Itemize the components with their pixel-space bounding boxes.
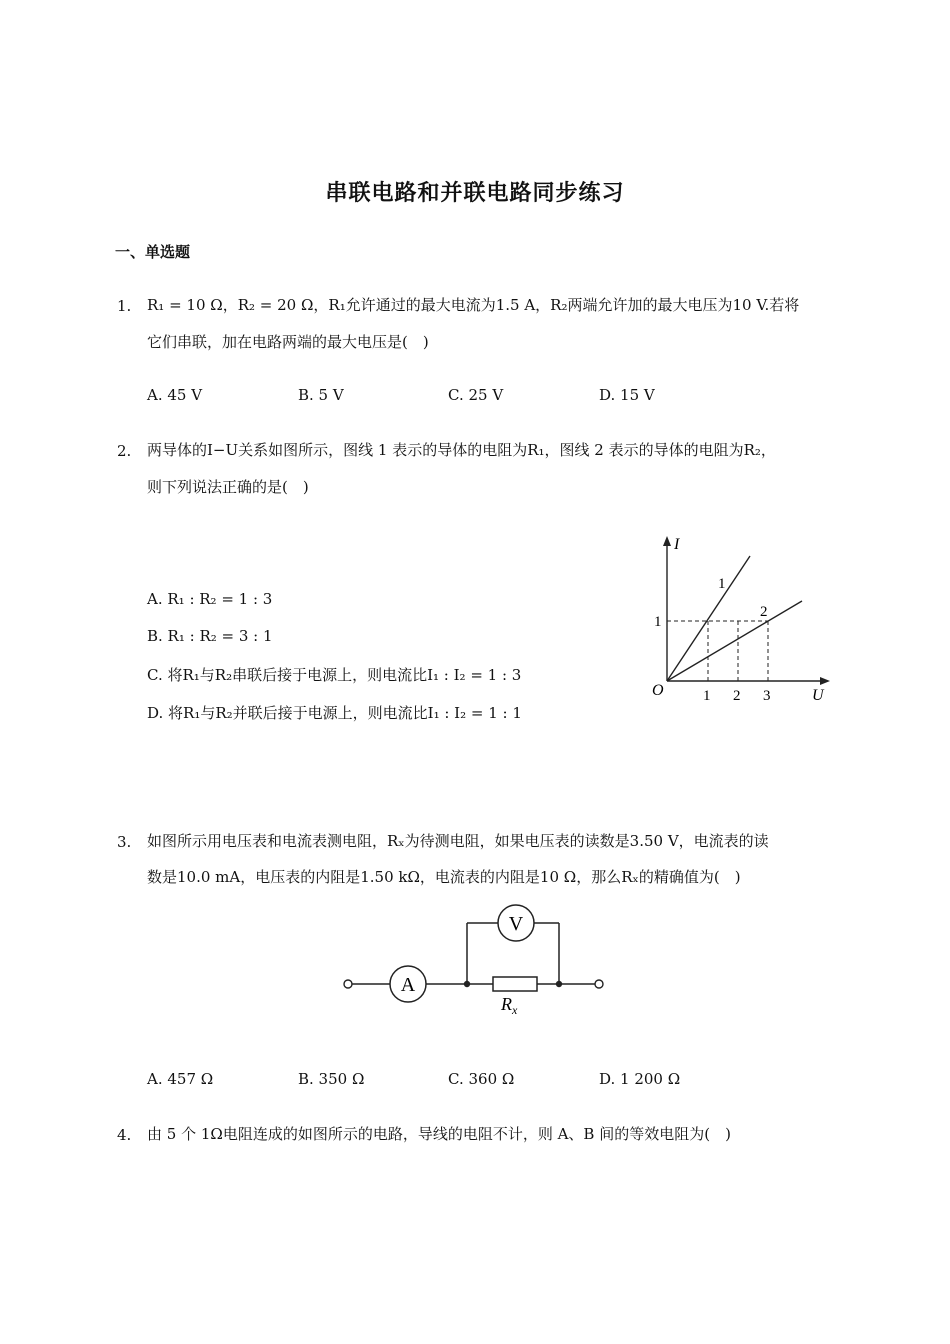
terminal-left — [344, 980, 352, 988]
resistor-label: $R_x$ — [501, 994, 518, 1017]
page-title: 串联电路和并联电路同步练习 — [325, 181, 625, 206]
q4-text-line1: 由 5 个 1Ω电阻连成的如图所示的电路，导线的电阻不计，则 A、B 间的等效电阻为( ) — [147, 1125, 731, 1143]
q1-option-d[interactable]: D. 15 V — [599, 386, 655, 404]
resistor-rx — [493, 977, 537, 991]
q1-option-c[interactable]: C. 25 V — [448, 386, 504, 404]
q3-option-c[interactable]: C. 360 Ω — [448, 1070, 515, 1088]
q3-option-b[interactable]: B. 350 Ω — [298, 1070, 365, 1088]
graph-line-2 — [667, 601, 802, 681]
q2-option-a[interactable]: A. R₁ : R₂ = 1 : 3 — [147, 590, 273, 608]
q3-text-line1: 如图所示用电压表和电流表测电阻，Rₓ为待测电阻，如果电压表的读数是3.50 V，电流表的读 — [147, 832, 769, 850]
q3-option-d[interactable]: D. 1 200 Ω — [599, 1070, 681, 1088]
line-2-label: 2 — [760, 604, 768, 620]
q4-number: 4. — [117, 1126, 132, 1144]
q2-option-c[interactable]: C. 将R₁与R₂串联后接于电源上，则电流比I₁ : I₂ = 1 : 3 — [147, 666, 522, 684]
iu-graph — [640, 528, 840, 708]
q2-option-b[interactable]: B. R₁ : R₂ = 3 : 1 — [147, 627, 273, 645]
section-heading: 一、单选题 — [115, 243, 191, 261]
x-tick-3: 3 — [763, 688, 771, 704]
x-tick-2: 2 — [733, 688, 741, 704]
x-tick-1: 1 — [703, 688, 711, 704]
q2-text-line1: 两导体的I−U关系如图所示，图线 1 表示的导体的电阻为R₁，图线 2 表示的导体的电阻为R₂， — [147, 441, 776, 459]
q1-option-a[interactable]: A. 45 V — [147, 386, 203, 404]
q1-number: 1. — [117, 297, 132, 315]
origin-label: O — [652, 682, 664, 699]
voltmeter-label: V — [508, 913, 524, 935]
i-axis-arrow — [663, 536, 671, 546]
q1-text-line2: 它们串联，加在电路两端的最大电压是( ) — [147, 333, 429, 351]
q3-number: 3. — [117, 833, 132, 851]
terminal-right — [595, 980, 603, 988]
q2-text-line2: 则下列说法正确的是( ) — [147, 478, 309, 496]
i-axis-label: I — [674, 536, 680, 553]
q2-number: 2. — [117, 442, 132, 460]
q3-text-line2: 数是10.0 mA，电压表的内阻是1.50 kΩ，电流表的内阻是10 Ω，那么Rₓ的精确值为( ) — [147, 868, 741, 886]
y-tick-1: 1 — [654, 614, 662, 630]
u-axis-arrow — [820, 677, 830, 685]
ammeter-label: A — [400, 974, 416, 996]
circuit-diagram — [335, 898, 615, 1020]
line-1-label: 1 — [718, 576, 726, 592]
q1-text-line1: R₁ = 10 Ω，R₂ = 20 Ω，R₁允许通过的最大电流为1.5 A，R₂两端允许加的最大电压为10 V.若将 — [147, 296, 800, 314]
u-axis-label: U — [812, 687, 824, 704]
q1-option-b[interactable]: B. 5 V — [298, 386, 344, 404]
q3-option-a[interactable]: A. 457 Ω — [147, 1070, 214, 1088]
q2-option-d[interactable]: D. 将R₁与R₂并联后接于电源上，则电流比I₁ : I₂ = 1 : 1 — [147, 704, 522, 722]
graph-line-1 — [667, 556, 750, 681]
